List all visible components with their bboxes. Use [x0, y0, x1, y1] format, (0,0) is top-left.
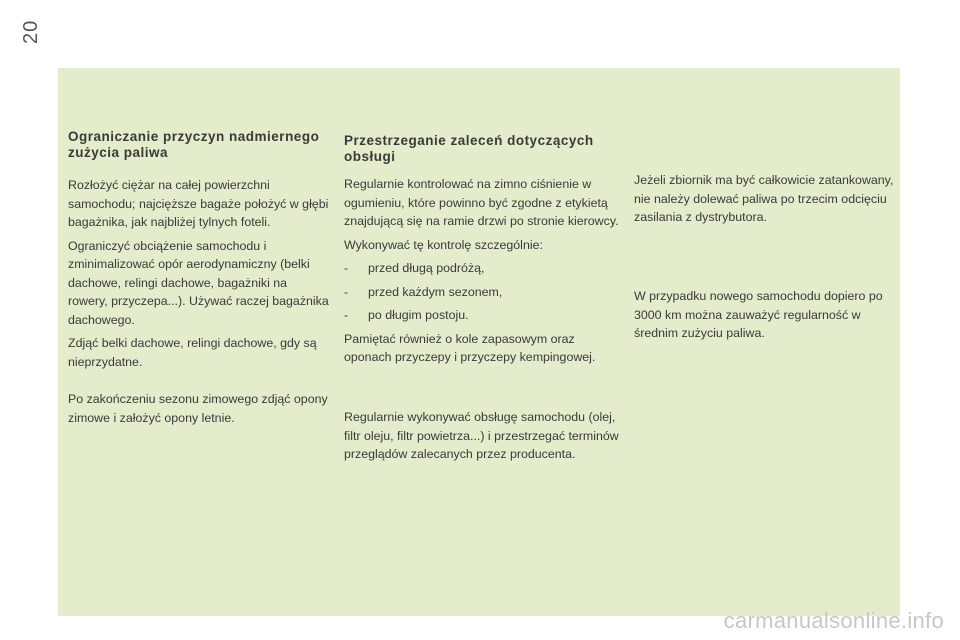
- paragraph-service: Regularnie wykonywać obsługę samochodu (olej, filtr oleju, filtr powietrza...) i przestrzegać terminów przeglądów zalecanych przez producenta.: [344, 410, 619, 461]
- check-list: [344, 259, 620, 325]
- paragraph-new-car: W przypadku nowego samochodu dopiero po 3000 km można zauważyć regularność w średnim zużyciu paliwa.: [634, 289, 883, 340]
- page-number: 20: [20, 19, 42, 44]
- column-tank: [634, 171, 896, 232]
- watermark: carmanualsonline.info: [723, 608, 944, 633]
- column-new-car: [634, 287, 896, 348]
- paragraph-roof-bars: Zdjąć belki dachowe, relingi dachowe, gdy są nieprzydatne.: [68, 336, 317, 369]
- column-fuel-consumption: [68, 129, 330, 376]
- list-item: - przed każdym sezonem,: [344, 283, 620, 302]
- column-maintenance-bottom: [344, 408, 620, 469]
- paragraph-aerodynamics: Ograniczyć obciążenie samochodu i zminimalizować opór aerodynamiczny (belki dachowe, relingi dachowe, bagażniki na rowery, przyczepa...). Używać raczej bagażnika dachowego.: [68, 238, 329, 327]
- column-fuel-consumption-bottom: [68, 390, 330, 432]
- list-item: - po długim postoju.: [344, 306, 620, 325]
- heading-maintenance: Przestrzeganie zaleceń dotyczących obsługi: [344, 133, 594, 164]
- paragraph-load-distribution: Rozłożyć ciężar na całej powierzchni samochodu; najcięższe bagaże położyć w głębi bagażnika, jak najbliżej tylnych foteli.: [68, 178, 329, 229]
- paragraph-spare-wheel: Pamiętać również o kole zapasowym oraz oponach przyczepy i przyczepy kempingowej.: [344, 331, 596, 364]
- paragraph-winter-tyres: Po zakończeniu sezonu zimowego zdjąć opony zimowe i założyć opony letnie.: [68, 392, 328, 425]
- heading-fuel-consumption: Ograniczanie przyczyn nadmiernego zużycia paliwa: [68, 129, 320, 160]
- paragraph-check-intro: Wykonywać tę kontrolę szczególnie:: [344, 237, 543, 252]
- list-item: - przed długą podróżą,: [344, 259, 620, 278]
- paragraph-tyre-pressure: Regularnie kontrolować na zimno ciśnienie w ogumieniu, które powinno być zgodne z etykietą znajdującą się na ramie drzwi po stronie kierowcy.: [344, 177, 619, 228]
- paragraph-tank-fill: Jeżeli zbiornik ma być całkowicie zatankowany, nie należy dolewać paliwa po trzecim odcięciu zasilania z dystrybutora.: [634, 173, 894, 224]
- column-maintenance: [344, 133, 620, 372]
